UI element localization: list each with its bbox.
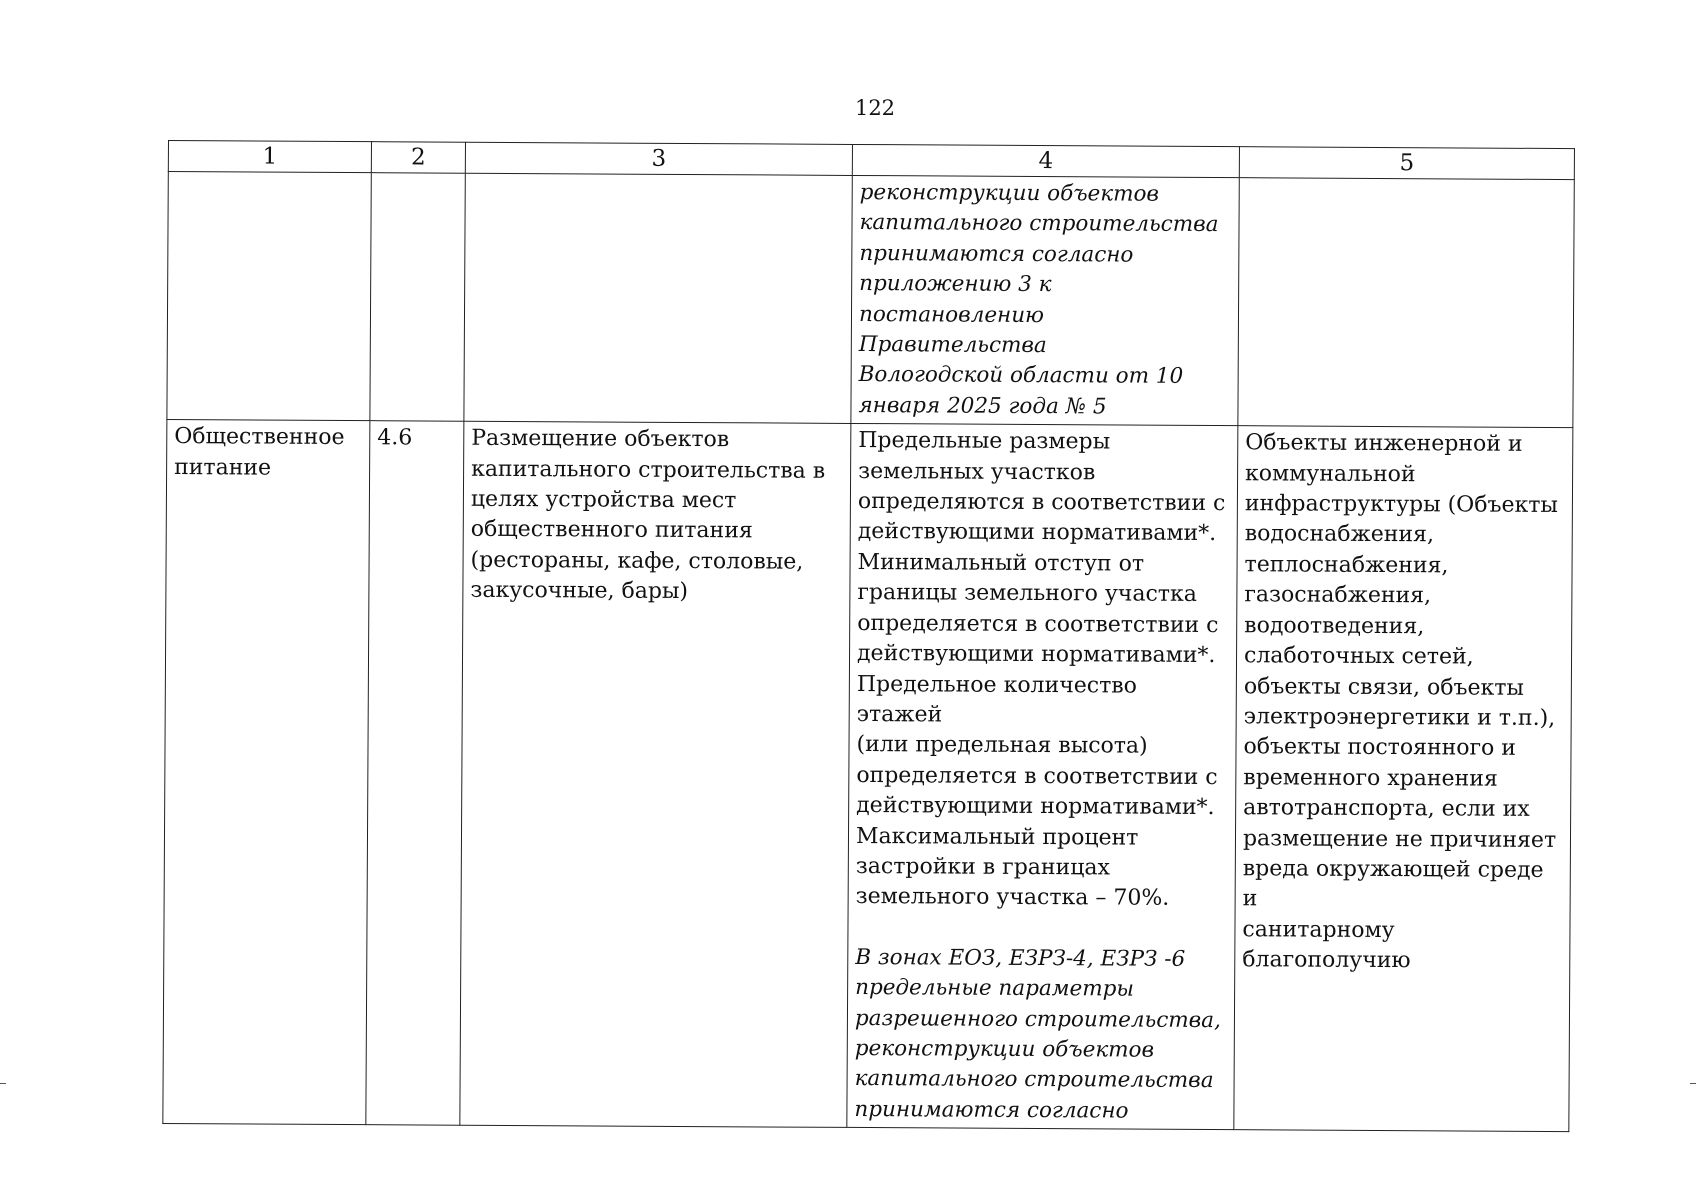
land-use-code-cell xyxy=(366,421,464,1125)
land-use-description: Размещение объектов капитального строительства в целях устройства мест общественного питания (рестораны, кафе, столовые, закусочные, бары) xyxy=(470,426,826,605)
right-margin-mark xyxy=(1690,1083,1696,1084)
page-number: 122 xyxy=(854,96,896,120)
land-use-code: 4.6 xyxy=(377,425,413,451)
continued-cell-2 xyxy=(370,173,465,422)
continued-params-italic-text: реконструкции объектов капитального строительства принимаются согласно приложению 3 к постановлению Правительства Вологодской области от 10 января 2025 года № 5 xyxy=(858,179,1219,420)
public-catering-row xyxy=(163,420,1573,1132)
land-use-description-cell xyxy=(460,421,851,1127)
continued-cell-3-text xyxy=(473,176,845,178)
header-col-2: 2 xyxy=(371,142,465,174)
continued-cell-5 xyxy=(1238,178,1574,428)
continued-cell-4 xyxy=(851,175,1239,425)
continued-cell-5-text xyxy=(1247,180,1567,182)
header-col-4: 4 xyxy=(852,144,1239,177)
continued-cell-3 xyxy=(464,173,852,423)
regulations-table xyxy=(162,140,1575,1132)
continued-cell-1-text xyxy=(176,174,364,175)
zone-parameters-italic-text: В зонах ЕОЗ, ЕЗРЗ-4, ЕЗРЗ -6 предельные параметры разрешенного строительства, реконструкции объектов капитального строительства принимаются согласно xyxy=(854,944,1221,1124)
continued-row xyxy=(167,172,1574,428)
construction-parameters-text: Предельные размеры земельных участков определяются в соответствии с действующими нормативами*. Минимальный отступ от границы земельного участка определяется в соответствии с действующими нормативами*. Предельное количество этажей (или предельная высота) определяется в соответствии с действующими нормативами*. Максимальный процент застройки в границах земельного участка – 70%. xyxy=(855,428,1226,912)
construction-parameters-cell xyxy=(847,424,1238,1130)
regulations-table-wrapper xyxy=(163,140,1574,1124)
paragraph-gap xyxy=(855,913,1227,945)
header-col-3: 3 xyxy=(465,142,852,175)
land-use-name-cell xyxy=(163,420,370,1125)
header-col-1: 1 xyxy=(168,141,371,173)
land-use-name: Общественное питание xyxy=(174,424,345,481)
left-margin-mark xyxy=(0,1083,6,1084)
continued-cell-1 xyxy=(167,172,371,421)
auxiliary-uses-text: Объекты инженерной и коммунальной инфраструктуры (Объекты водоснабжения, теплоснабжения, газоснабжения, водоотведения, слаботочных сетей, объекты связи, объекты электроэнергетики и т.п.), объекты постоянного и временного хранения автотранспорта, если их размещение не причиняет вреда окружающей среде и санитарному благополучию xyxy=(1242,430,1559,974)
header-col-5: 5 xyxy=(1239,147,1574,180)
auxiliary-uses-cell xyxy=(1234,426,1573,1132)
